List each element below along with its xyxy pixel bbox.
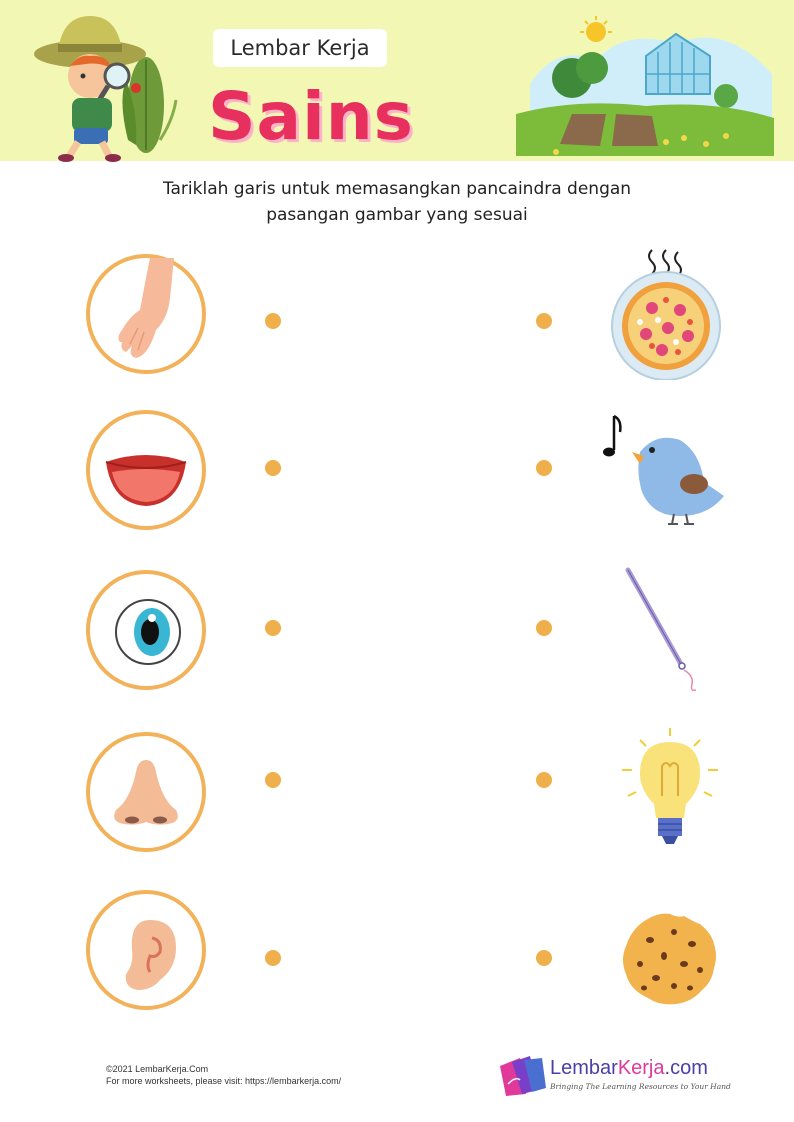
ear-icon: [90, 894, 202, 1006]
lembarkerja-logo[interactable]: [498, 1052, 731, 1098]
eye-icon: [90, 574, 202, 686]
right-match-dot-5[interactable]: [536, 950, 552, 966]
sense-circle-mouth: [86, 410, 206, 530]
left-match-dot-4[interactable]: [265, 772, 281, 788]
explorer-kid-icon: [28, 10, 178, 162]
logo-tagline: Bringing The Learning Resources to Your Hand: [550, 1082, 731, 1091]
mouth-icon: [90, 414, 202, 526]
nose-icon: [90, 736, 202, 848]
left-match-dot-5[interactable]: [265, 950, 281, 966]
instruction-text: [97, 176, 697, 228]
light-bulb-icon: [618, 726, 722, 850]
right-match-dot-2[interactable]: [536, 460, 552, 476]
copyright-text: ©2021 LembarKerja.Com: [106, 1064, 209, 1074]
left-match-dot-2[interactable]: [265, 460, 281, 476]
instruction-line-2: pasangan gambar yang sesuai: [266, 205, 528, 225]
sense-circle-ear: [86, 890, 206, 1010]
page-title: Sains: [208, 78, 414, 155]
left-match-dot-3[interactable]: [265, 620, 281, 636]
needle-icon: [620, 566, 704, 696]
sense-circle-eye: [86, 570, 206, 690]
right-match-dot-4[interactable]: [536, 772, 552, 788]
footer: [106, 1063, 341, 1087]
cookie-icon: [620, 912, 718, 1006]
right-match-dot-3[interactable]: [536, 620, 552, 636]
left-match-dot-1[interactable]: [265, 313, 281, 329]
right-match-dot-1[interactable]: [536, 313, 552, 329]
books-logo-icon: [498, 1054, 548, 1096]
logo-name-part3: .com: [664, 1057, 708, 1079]
visit-text: For more worksheets, please visit: https://lembarkerja.com/: [106, 1076, 342, 1086]
hand-icon: [90, 258, 202, 370]
sense-circle-nose: [86, 732, 206, 852]
pizza-icon: [606, 248, 724, 380]
worksheet-header: [0, 0, 794, 161]
logo-name: [550, 1057, 708, 1080]
worksheet-label: Lembar Kerja: [213, 29, 387, 67]
sense-circle-hand: [86, 254, 206, 374]
logo-name-part1: Lembar: [550, 1057, 618, 1079]
singing-bird-icon: [600, 412, 730, 530]
greenhouse-garden-icon: [516, 14, 774, 156]
instruction-line-1: Tariklah garis untuk memasangkan pancaindra dengan: [162, 179, 632, 199]
logo-name-part2: Kerja: [617, 1057, 665, 1079]
